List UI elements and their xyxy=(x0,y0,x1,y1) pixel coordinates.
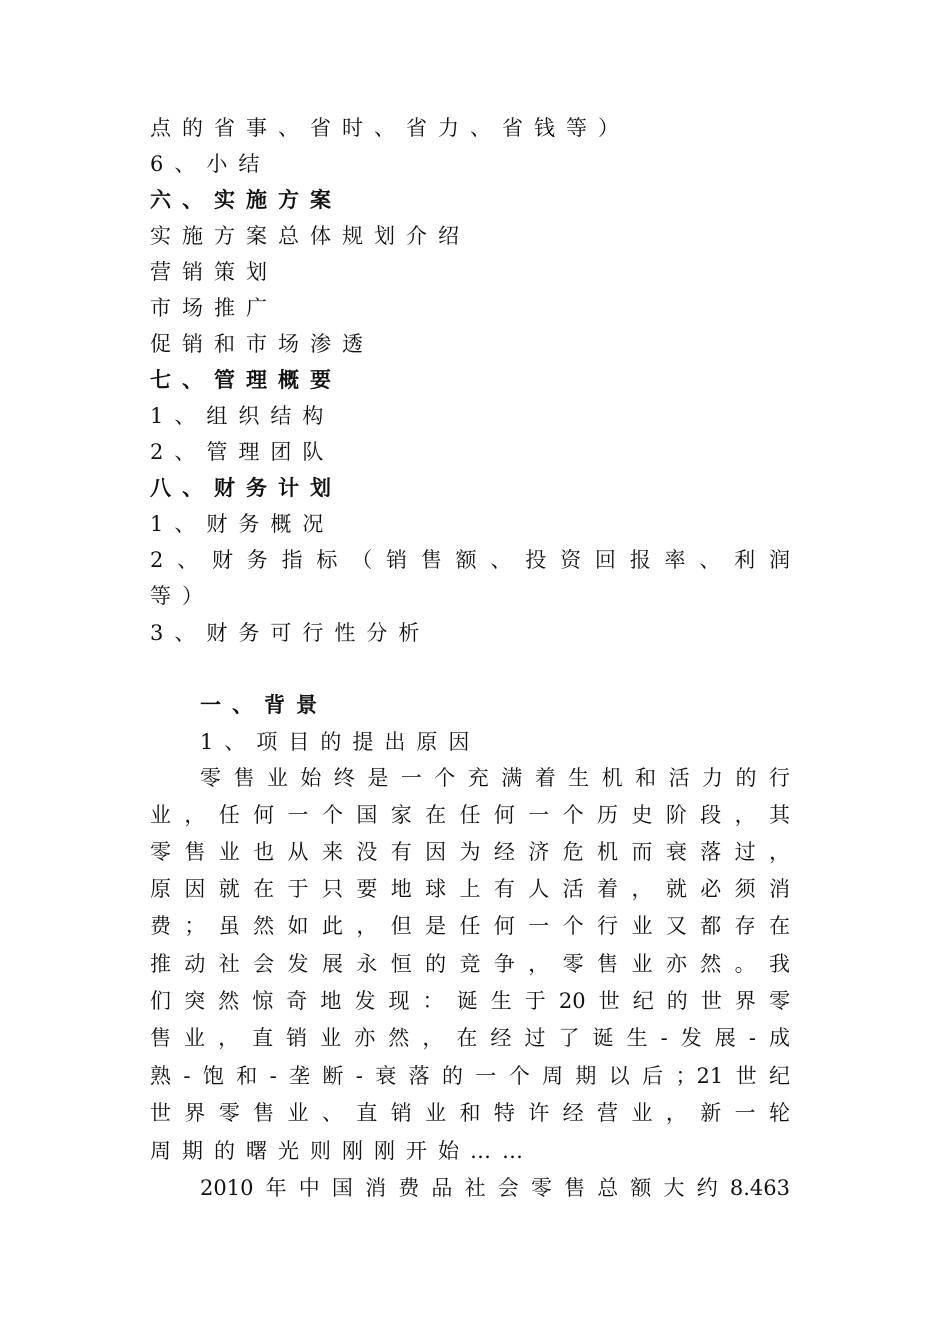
paragraph-line: 推动社会发展永恒的竞争，零售业亦然。我 xyxy=(150,952,790,976)
paragraph-line: 们突然惊奇地发现：诞生于20世纪的世界零 xyxy=(150,989,790,1013)
toc-line: 实施方案总体规划介绍 xyxy=(150,224,470,248)
toc-line: 营销策划 xyxy=(150,260,278,284)
toc-line: 促销和市场渗透 xyxy=(150,332,374,356)
paragraph-line: 零售业始终是一个充满着生机和活力的行 xyxy=(200,766,790,790)
paragraph-line: 熟-饱和-垄断-衰落的一个周期以后；21世纪 xyxy=(150,1064,790,1088)
paragraph-line: 周期的曙光则刚刚开始…… xyxy=(150,1139,534,1163)
toc-line: 2、财务指标（销售额、投资回报率、利润 xyxy=(150,548,790,572)
toc-line: 1、组织结构 xyxy=(150,404,335,428)
toc-line: 6、小结 xyxy=(150,152,271,176)
section-heading: 六、实施方案 xyxy=(150,187,342,212)
paragraph-line: 售业，直销业亦然，在经过了诞生-发展-成 xyxy=(150,1026,790,1050)
section-heading: 七、管理概要 xyxy=(150,367,342,392)
toc-line: 3、财务可行性分析 xyxy=(150,621,431,645)
toc-line: 点的省事、省时、省力、省钱等） xyxy=(150,116,630,140)
toc-line: 1、财务概况 xyxy=(150,512,335,536)
paragraph-line: 业，任何一个国家在任何一个历史阶段，其 xyxy=(150,803,790,827)
paragraph-line: 零售业也从来没有因为经济危机而衰落过， xyxy=(150,840,790,864)
section-heading: 八、财务计划 xyxy=(150,475,342,500)
paragraph-line: 世界零售业、直销业和特许经营业，新一轮 xyxy=(150,1101,790,1125)
paragraph-line: 原因就在于只要地球上有人活着，就必须消 xyxy=(150,877,790,901)
toc-line: 2、管理团队 xyxy=(150,440,335,464)
chapter-heading: 一、背景 xyxy=(200,692,328,717)
paragraph-line: 2010年中国消费品社会零售总额大约8.463 xyxy=(200,1176,790,1200)
paragraph-line: 费；虽然如此，但是任何一个行业又都存在 xyxy=(150,914,790,938)
toc-line: 市场推广 xyxy=(150,296,278,320)
subheading: 1、项目的提出原因 xyxy=(200,730,481,754)
toc-line: 等） xyxy=(150,584,214,608)
